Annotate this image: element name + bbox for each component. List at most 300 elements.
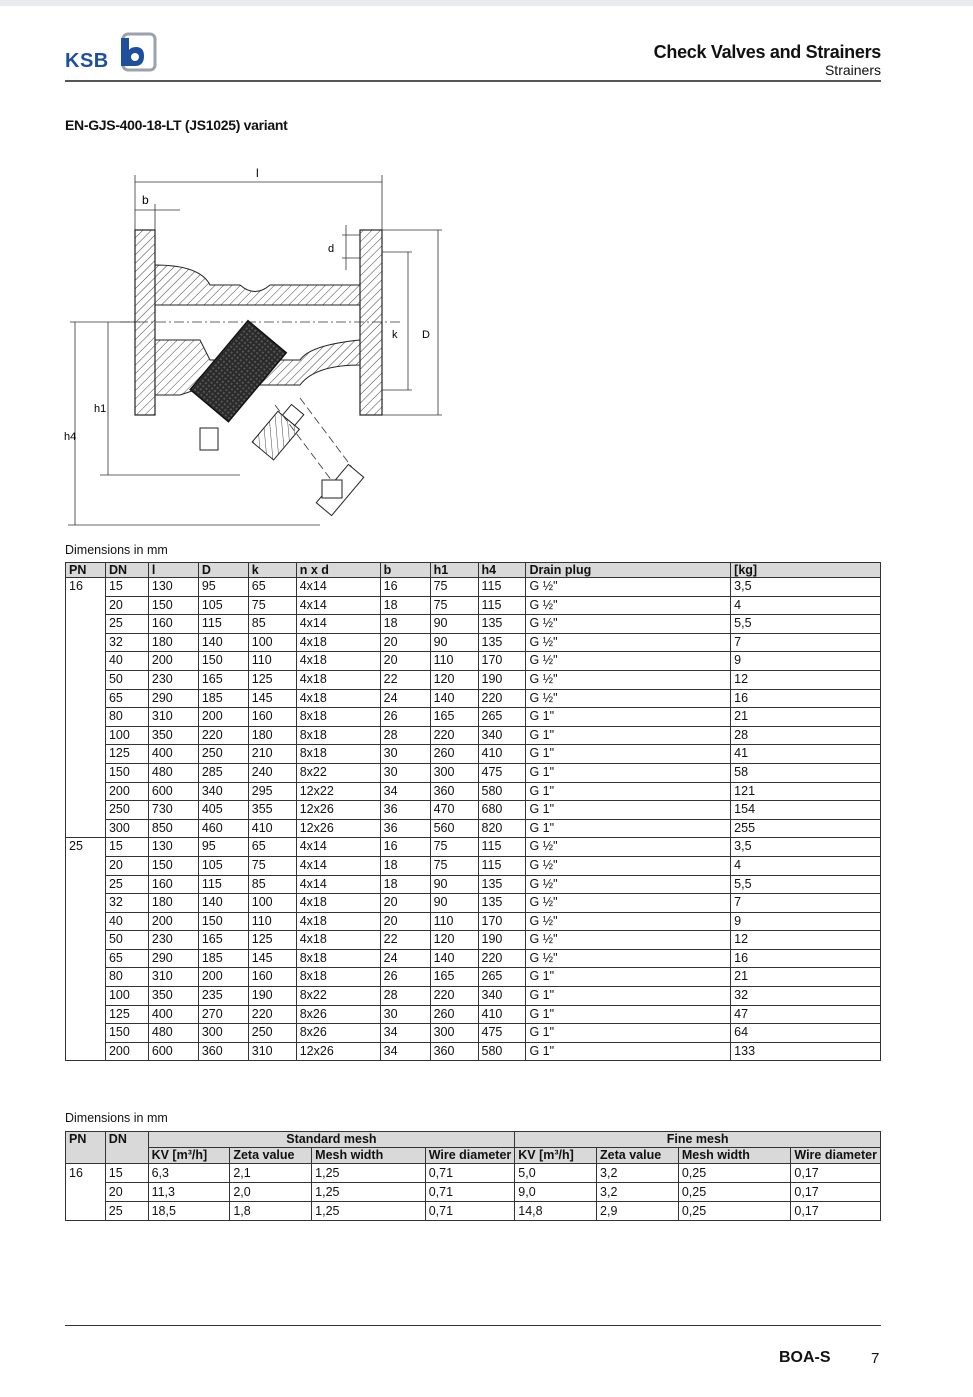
table-cell: 310 <box>148 708 198 727</box>
table-cell: 8x18 <box>296 708 380 727</box>
table-cell: G ½" <box>526 578 731 597</box>
table-cell: 28 <box>380 987 430 1006</box>
table-cell: G ½" <box>526 912 731 931</box>
table-cell: 8x18 <box>296 968 380 987</box>
table-cell: 475 <box>478 1024 526 1043</box>
table-cell: 90 <box>430 894 478 913</box>
table-cell: G ½" <box>526 875 731 894</box>
table-cell: 290 <box>148 949 198 968</box>
table-cell: 265 <box>478 968 526 987</box>
table-cell: 4x18 <box>296 652 380 671</box>
column-header: h1 <box>430 563 478 578</box>
table-cell: 190 <box>248 987 296 1006</box>
table-row <box>66 689 881 708</box>
dim-d-label: d <box>328 243 335 255</box>
table-cell: 22 <box>380 670 430 689</box>
table-cell: 18 <box>380 875 430 894</box>
table-cell: 140 <box>430 949 478 968</box>
table-cell: 75 <box>248 856 296 875</box>
table-cell: 18 <box>380 856 430 875</box>
fine-mesh-header: Fine mesh <box>515 1132 881 1148</box>
table-cell: 200 <box>148 912 198 931</box>
table-cell: 285 <box>198 763 248 782</box>
table-cell: 180 <box>248 726 296 745</box>
table-row <box>66 968 881 987</box>
table-cell: 730 <box>148 801 198 820</box>
table-cell: 165 <box>198 670 248 689</box>
table-cell: 50 <box>105 670 148 689</box>
column-header: Drain plug <box>526 563 731 578</box>
table-row <box>66 745 881 764</box>
table-cell: G ½" <box>526 689 731 708</box>
table-cell: 4x14 <box>296 578 380 597</box>
table-cell: 32 <box>105 894 148 913</box>
table-cell: 0,25 <box>678 1164 791 1183</box>
dimensions-table <box>65 562 881 1061</box>
table-cell: 8x18 <box>296 745 380 764</box>
table-cell: 22 <box>380 931 430 950</box>
column-header: l <box>148 563 198 578</box>
table-cell: 90 <box>430 633 478 652</box>
pn-cell: 16 <box>66 578 106 838</box>
table-cell: 185 <box>198 689 248 708</box>
table-row <box>66 578 881 597</box>
table-cell: 4x18 <box>296 912 380 931</box>
table-cell: 18 <box>380 615 430 634</box>
table-cell: 9,0 <box>515 1183 597 1202</box>
header-divider <box>65 80 881 82</box>
table-cell: 95 <box>198 838 248 857</box>
table-cell: 18,5 <box>148 1202 230 1221</box>
table-cell: 75 <box>430 578 478 597</box>
table-cell: 11,3 <box>148 1183 230 1202</box>
table-row <box>66 912 881 931</box>
table-cell: 240 <box>248 763 296 782</box>
table-cell: 115 <box>198 615 248 634</box>
table-cell: 475 <box>478 763 526 782</box>
column-header: KV [m³/h] <box>148 1148 230 1164</box>
table-row <box>66 875 881 894</box>
table-cell: 220 <box>198 726 248 745</box>
table-row <box>66 670 881 689</box>
table-cell: G 1" <box>526 1005 731 1024</box>
table-cell: 150 <box>148 856 198 875</box>
table-cell: 8x22 <box>296 987 380 1006</box>
column-header: PN <box>66 563 106 578</box>
table-cell: 115 <box>198 875 248 894</box>
table-cell: 9 <box>731 912 881 931</box>
table-cell: 340 <box>198 782 248 801</box>
table-cell: 200 <box>148 652 198 671</box>
table-cell: G 1" <box>526 819 731 838</box>
table-cell: 125 <box>248 670 296 689</box>
table-row <box>66 894 881 913</box>
dim-h4-label: h4 <box>64 431 77 443</box>
table-cell: G ½" <box>526 633 731 652</box>
table-cell: 20 <box>105 596 148 615</box>
table-cell: 350 <box>148 987 198 1006</box>
table-cell: 230 <box>148 670 198 689</box>
table-cell: 110 <box>430 652 478 671</box>
table-row <box>66 1164 881 1183</box>
table-cell: 20 <box>105 856 148 875</box>
table-cell: 250 <box>105 801 148 820</box>
table-cell: 3,5 <box>731 578 881 597</box>
table-cell: 0,17 <box>791 1183 881 1202</box>
table-cell: 15 <box>105 838 148 857</box>
table-cell: G 1" <box>526 708 731 727</box>
table-cell: 820 <box>478 819 526 838</box>
table-cell: 135 <box>478 894 526 913</box>
table-cell: 140 <box>198 894 248 913</box>
table-cell: 400 <box>148 1005 198 1024</box>
table-cell: 100 <box>248 633 296 652</box>
table-cell: 160 <box>248 708 296 727</box>
table-cell: 90 <box>430 615 478 634</box>
table-cell: 40 <box>105 912 148 931</box>
table-cell: 21 <box>731 708 881 727</box>
table-cell: 125 <box>248 931 296 950</box>
table-row <box>66 819 881 838</box>
table-cell: 24 <box>380 689 430 708</box>
table-cell: G ½" <box>526 670 731 689</box>
column-header: Mesh width <box>678 1148 791 1164</box>
table-cell: 75 <box>430 856 478 875</box>
column-header: D <box>198 563 248 578</box>
table-cell: 30 <box>380 745 430 764</box>
column-header: [kg] <box>731 563 881 578</box>
strainer-drawing <box>60 160 460 535</box>
table-cell: 150 <box>148 596 198 615</box>
table-cell: G ½" <box>526 596 731 615</box>
table-cell: 100 <box>248 894 296 913</box>
table-cell: 12x22 <box>296 782 380 801</box>
table-cell: 165 <box>430 968 478 987</box>
table-cell: 160 <box>248 968 296 987</box>
pn-cell: 25 <box>66 838 106 1061</box>
table-cell: 210 <box>248 745 296 764</box>
table-cell: 3,2 <box>597 1183 679 1202</box>
table-cell: 75 <box>430 838 478 857</box>
table-cell: 300 <box>198 1024 248 1043</box>
table-cell: 150 <box>198 652 248 671</box>
table-cell: 180 <box>148 633 198 652</box>
table-cell: 470 <box>430 801 478 820</box>
table-cell: 560 <box>430 819 478 838</box>
table-cell: G ½" <box>526 856 731 875</box>
table-cell: 8x18 <box>296 949 380 968</box>
table-cell: 65 <box>105 949 148 968</box>
ksb-logo <box>65 32 165 76</box>
col-dn: DN <box>105 1132 148 1164</box>
table-cell: 110 <box>248 652 296 671</box>
table-cell: 400 <box>148 745 198 764</box>
table-cell: 4 <box>731 856 881 875</box>
table-cell: 300 <box>105 819 148 838</box>
table-cell: 4x14 <box>296 838 380 857</box>
dim-k-label: k <box>392 329 398 341</box>
table-cell: 200 <box>105 1042 148 1061</box>
table-cell: 230 <box>148 931 198 950</box>
table-group-header-row <box>66 1132 881 1148</box>
table-cell: 30 <box>380 763 430 782</box>
table-cell: G 1" <box>526 801 731 820</box>
table-cell: 170 <box>478 652 526 671</box>
table-cell: 0,17 <box>791 1164 881 1183</box>
table-subheader-row <box>66 1148 881 1164</box>
table-cell: 7 <box>731 633 881 652</box>
pn-cell: 16 <box>66 1164 106 1221</box>
table-cell: 110 <box>430 912 478 931</box>
table-cell: 850 <box>148 819 198 838</box>
table-cell: 4x18 <box>296 931 380 950</box>
table-cell: 150 <box>105 763 148 782</box>
table-cell: G 1" <box>526 763 731 782</box>
table-cell: 65 <box>105 689 148 708</box>
table-cell: 16 <box>380 838 430 857</box>
table-cell: 12 <box>731 670 881 689</box>
logo-text: KSB <box>65 50 109 72</box>
table-cell: G ½" <box>526 949 731 968</box>
table-row <box>66 652 881 671</box>
table-cell: 30 <box>380 1005 430 1024</box>
table-cell: 115 <box>478 838 526 857</box>
table-cell: 580 <box>478 782 526 801</box>
table-cell: 135 <box>478 633 526 652</box>
table-cell: 20 <box>380 912 430 931</box>
table-row <box>66 763 881 782</box>
column-header: Mesh width <box>312 1148 426 1164</box>
dim-h1-label: h1 <box>94 403 107 415</box>
table-cell: 85 <box>248 875 296 894</box>
column-header: h4 <box>478 563 526 578</box>
page-number: 7 <box>871 1350 880 1367</box>
table-row <box>66 838 881 857</box>
table-cell: 135 <box>478 875 526 894</box>
table-cell: 355 <box>248 801 296 820</box>
table-cell: 34 <box>380 782 430 801</box>
table-cell: 360 <box>198 1042 248 1061</box>
column-header: k <box>248 563 296 578</box>
top-band <box>0 0 973 6</box>
table-cell: 140 <box>198 633 248 652</box>
table-cell: 270 <box>198 1005 248 1024</box>
col-pn: PN <box>66 1132 106 1164</box>
table-cell: 350 <box>148 726 198 745</box>
table-cell: 125 <box>105 1005 148 1024</box>
column-header: n x d <box>296 563 380 578</box>
table-cell: 115 <box>478 856 526 875</box>
table-cell: 480 <box>148 763 198 782</box>
column-header: b <box>380 563 430 578</box>
table-cell: 4x18 <box>296 689 380 708</box>
table-cell: 185 <box>198 949 248 968</box>
table-cell: 20 <box>380 633 430 652</box>
table-cell: 0,17 <box>791 1202 881 1221</box>
table-cell: 200 <box>105 782 148 801</box>
table-cell: 4x18 <box>296 633 380 652</box>
table-cell: 125 <box>105 745 148 764</box>
table-cell: 120 <box>430 670 478 689</box>
document-title: Check Valves and Strainers <box>653 42 881 62</box>
table-row <box>66 1005 881 1024</box>
table-cell: 75 <box>430 596 478 615</box>
table-cell: 80 <box>105 708 148 727</box>
table-cell: G ½" <box>526 652 731 671</box>
table-cell: 90 <box>430 875 478 894</box>
table-cell: G 1" <box>526 782 731 801</box>
table-cell: 115 <box>478 596 526 615</box>
table-cell: 95 <box>198 578 248 597</box>
table-cell: 34 <box>380 1042 430 1061</box>
table-cell: 160 <box>148 875 198 894</box>
variant-heading: EN-GJS-400-18-LT (JS1025) variant <box>65 117 288 133</box>
table-cell: 220 <box>430 987 478 1006</box>
footer-divider <box>65 1325 881 1326</box>
table-cell: 4x18 <box>296 670 380 689</box>
table-cell: 25 <box>105 615 148 634</box>
table-cell: 235 <box>198 987 248 1006</box>
table-cell: 40 <box>105 652 148 671</box>
table-cell: 2,9 <box>597 1202 679 1221</box>
table-cell: 145 <box>248 949 296 968</box>
table-cell: G 1" <box>526 987 731 1006</box>
table-cell: 165 <box>430 708 478 727</box>
table-cell: 360 <box>430 782 478 801</box>
table-cell: 8x22 <box>296 763 380 782</box>
dim-D-label: D <box>422 329 430 341</box>
table-cell: 600 <box>148 782 198 801</box>
table-cell: 121 <box>731 782 881 801</box>
table-cell: 36 <box>380 801 430 820</box>
table-cell: 2,0 <box>230 1183 312 1202</box>
table-cell: 8x18 <box>296 726 380 745</box>
table-cell: 3,2 <box>597 1164 679 1183</box>
table-cell: 12x26 <box>296 1042 380 1061</box>
table-cell: 3,5 <box>731 838 881 857</box>
table-cell: 150 <box>198 912 248 931</box>
table-cell: 4x14 <box>296 615 380 634</box>
column-header: DN <box>105 563 148 578</box>
table-cell: 170 <box>478 912 526 931</box>
table-row <box>66 708 881 727</box>
table-cell: G 1" <box>526 1024 731 1043</box>
table-cell: 130 <box>148 578 198 597</box>
table-cell: 680 <box>478 801 526 820</box>
column-header: Wire diameter <box>791 1148 881 1164</box>
table-cell: 0,71 <box>425 1183 515 1202</box>
table-cell: 5,0 <box>515 1164 597 1183</box>
table-cell: G 1" <box>526 745 731 764</box>
table-cell: 1,8 <box>230 1202 312 1221</box>
table-cell: 0,71 <box>425 1164 515 1183</box>
mesh-table <box>65 1131 881 1221</box>
table-cell: 405 <box>198 801 248 820</box>
table-cell: 340 <box>478 987 526 1006</box>
table-cell: 480 <box>148 1024 198 1043</box>
table-cell: 85 <box>248 615 296 634</box>
table-cell: 130 <box>148 838 198 857</box>
table-cell: 290 <box>148 689 198 708</box>
table-cell: 260 <box>430 745 478 764</box>
table-cell: 25 <box>105 875 148 894</box>
table-cell: 250 <box>198 745 248 764</box>
table-cell: 47 <box>731 1005 881 1024</box>
table-cell: 105 <box>198 856 248 875</box>
table-row <box>66 1042 881 1061</box>
dim-b-label: b <box>142 193 149 207</box>
table-cell: 7 <box>731 894 881 913</box>
table-row <box>66 801 881 820</box>
table-cell: 25 <box>105 1202 148 1221</box>
table-cell: 5,5 <box>731 615 881 634</box>
table-cell: 310 <box>248 1042 296 1061</box>
document-subtitle: Strainers <box>824 62 881 78</box>
table-cell: G ½" <box>526 894 731 913</box>
table-cell: G 1" <box>526 726 731 745</box>
table-cell: 360 <box>430 1042 478 1061</box>
table-cell: 165 <box>198 931 248 950</box>
standard-mesh-header: Standard mesh <box>148 1132 515 1148</box>
table-row <box>66 1024 881 1043</box>
table-cell: 20 <box>380 894 430 913</box>
table-cell: 8x26 <box>296 1005 380 1024</box>
table-cell: G 1" <box>526 968 731 987</box>
table-cell: 4 <box>731 596 881 615</box>
table-cell: 16 <box>731 689 881 708</box>
table-cell: 260 <box>430 1005 478 1024</box>
table-cell: 28 <box>731 726 881 745</box>
table-cell: 14,8 <box>515 1202 597 1221</box>
table-cell: 150 <box>105 1024 148 1043</box>
table-cell: 410 <box>478 1005 526 1024</box>
table-row <box>66 856 881 875</box>
table-cell: 12x26 <box>296 801 380 820</box>
table-cell: 65 <box>248 838 296 857</box>
table-cell: 180 <box>148 894 198 913</box>
table-cell: 36 <box>380 819 430 838</box>
table-cell: 100 <box>105 987 148 1006</box>
table-row <box>66 1183 881 1202</box>
table-cell: 220 <box>478 949 526 968</box>
table-row <box>66 931 881 950</box>
table-cell: 4x14 <box>296 875 380 894</box>
table-cell: 28 <box>380 726 430 745</box>
table-cell: 220 <box>478 689 526 708</box>
table-cell: 8x26 <box>296 1024 380 1043</box>
table-cell: 115 <box>478 578 526 597</box>
table-cell: 190 <box>478 670 526 689</box>
table-cell: 75 <box>248 596 296 615</box>
ksb-logo-icon <box>117 32 157 72</box>
table-cell: 2,1 <box>230 1164 312 1183</box>
table-cell: 12 <box>731 931 881 950</box>
table-cell: 200 <box>198 708 248 727</box>
table-row <box>66 949 881 968</box>
table-row <box>66 615 881 634</box>
table-header-row <box>66 563 881 578</box>
table-cell: 26 <box>380 968 430 987</box>
table-cell: 24 <box>380 949 430 968</box>
table2-caption: Dimensions in mm <box>65 1111 168 1125</box>
table-cell: 64 <box>731 1024 881 1043</box>
table-cell: 460 <box>198 819 248 838</box>
table-cell: 4x18 <box>296 894 380 913</box>
table-cell: 410 <box>248 819 296 838</box>
table-cell: 58 <box>731 763 881 782</box>
table-cell: G ½" <box>526 615 731 634</box>
table-cell: 100 <box>105 726 148 745</box>
